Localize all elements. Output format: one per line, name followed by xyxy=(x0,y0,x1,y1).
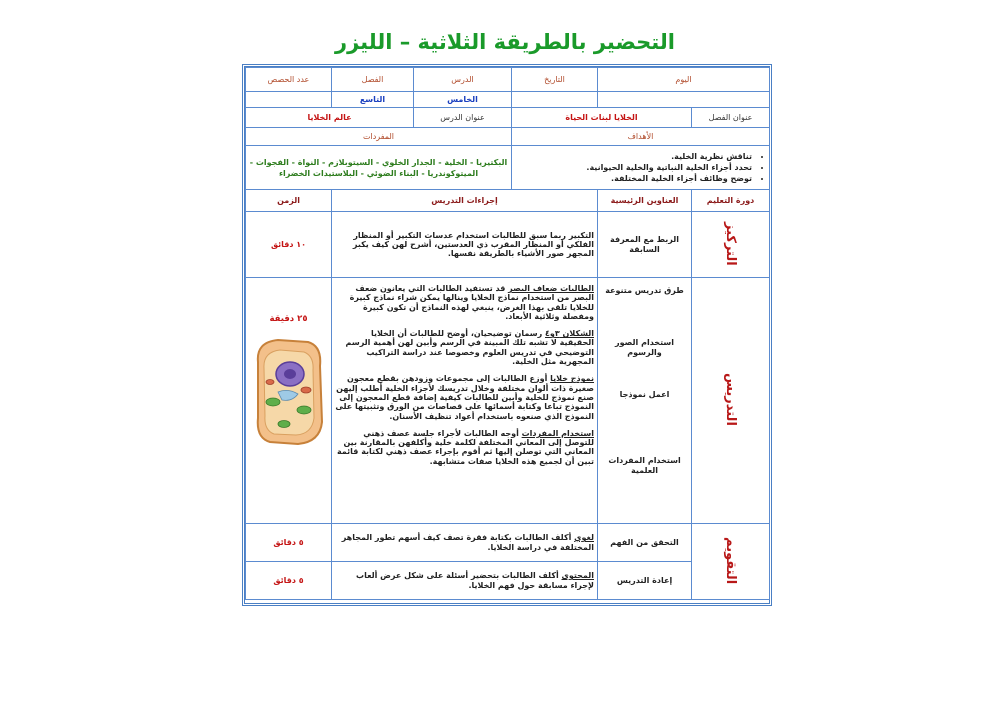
lesson-title-value: عالم الخلايا xyxy=(246,108,414,128)
lesson-value: الخامس xyxy=(414,92,512,108)
time-engage: ١٠ دقائق xyxy=(246,212,332,278)
element-images: استخدام الصور والرسوم xyxy=(615,338,674,357)
element-check-understanding: التحقق من الفهم xyxy=(598,524,692,562)
periods-label: عدد الحصص xyxy=(246,68,332,92)
elements-header: العناوين الرئيسية xyxy=(598,190,692,212)
chapter-title-value: الخلايا لبنات الحياة xyxy=(512,108,692,128)
time-and-image-teach xyxy=(246,278,332,524)
date-label: التاريخ xyxy=(512,68,598,92)
goals-list xyxy=(512,146,770,190)
procedures-header: إجراءات التدريس xyxy=(332,190,598,212)
cycle-header: دورة التعليم xyxy=(692,190,770,212)
chapter-title-label: عنوان الفصل xyxy=(692,108,770,128)
lesson-title-label: عنوان الدرس xyxy=(414,108,512,128)
element-vocab: استخدام المفردات العلمية xyxy=(608,456,681,475)
element-model: اعمل نموذجا xyxy=(619,390,670,399)
plant-cell-diagram xyxy=(248,332,328,452)
stage-teach: التدريس xyxy=(692,278,770,524)
time-header: الزمن xyxy=(246,190,332,212)
elements-teach xyxy=(598,278,692,524)
element-varied-methods: طرق تدريس متنوعة xyxy=(605,286,684,295)
element-reteach: إعادة التدريس xyxy=(598,562,692,600)
day-label: اليوم xyxy=(598,68,770,92)
date-value xyxy=(512,92,598,108)
time-teach: ٢٥ دقيقة xyxy=(269,314,308,324)
procedure-engage: التكبير ربما سبق للطالبات استخدام عدسات التكبير أو المنظار الفلكي أو المنظار المقرب ذي العدستين، أشرح لهن كيف يكبر المجهر صور الأشياء بالطريقة نفسها. xyxy=(332,212,598,278)
class-label: الفصل xyxy=(332,68,414,92)
lesson-label: الدرس xyxy=(414,68,512,92)
stage-assess: التقويم xyxy=(692,524,770,600)
vocab-text: البكتيريا - الخلية - الجدار الخلوي - السيتوبلازم - النواة - الفجوات - الميتوكوندريا - البناء الضوئي - البلاستيدات الخضراء xyxy=(246,146,512,190)
vocab-label: المفردات xyxy=(246,128,512,146)
periods-value xyxy=(246,92,332,108)
goals-label: الأهداف xyxy=(512,128,770,146)
lesson-plan-table xyxy=(245,67,770,600)
class-value: التاسع xyxy=(332,92,414,108)
time-assess-check: ٥ دقائق xyxy=(246,524,332,562)
goal-item: • توضح وظائف أجزاء الخلية المختلفة. xyxy=(515,173,752,184)
page-title: التحضير بالطريقة الثلاثية – الليزر xyxy=(335,30,675,54)
element-prior-knowledge: الربط مع المعرفة السابقة xyxy=(598,212,692,278)
procedure-reteach: المحتوى أكلف الطالبات بتحضير أسئلة على شكل عرض ألعاب لإجراء مسابقة حول فهم الخلايا. xyxy=(332,562,598,600)
goal-item: • تحدد أجزاء الخلية النباتية والخلية الحيوانية. xyxy=(515,162,752,173)
procedure-teach: الطالبات ضعاف البصر قد تستفيد الطالبات التي يعانون ضعف البصر من استخدام نماذج الخلايا وينالها يمكن شراء نماذج كبيرة للخلايا تلقى بهذا الغرض، ينبغي لهذه النماذج أن تكون كبيرة ومفصلة وثلاثية الأبعاد. الشكلان ٣و٤ رسمان توضيحيان، أوضح للطالبات أن الخلايا الحقيقية لا تشبه تلك المبينة في الرسم وأبين لهن أهمية الرسم التوضيحي في تدريس العلوم وخصوصا عند دراسة التراكيب المجهرية مثل الخلية. نموذج خلايا أوزع الطالبات إلى مجموعات وزودهن بقطع معجون صغيرة ذات ألوان مختلفة وخلال تدريسك لأجزاء الخلية أطلب إليهن صنع نموذج للخلية وأبين للطالبات كيفية إضافة قطع المعجون إلى النموذج تباعا وكتابة أسمائها على قصاصات من الورق وتثبيتها على النموذج الذي صنعوه باستخدام أعواد تنظيف الأسنان. استخدام المفردات أوجه الطالبات لأجراء جلسة عصف ذهني للتوصل إلى المعاني المختلفة لكلمة خلية وأكلفهن بالمقارنة بين المعاني التي توصلن إليها ثم أقوم بإجراء عصف ذهني لكتابة قائمة تبين أن لجميع هذه الخلايا صفات متشابهة. xyxy=(332,278,598,524)
day-value xyxy=(598,92,770,108)
lesson-plan-frame xyxy=(242,64,772,606)
goal-item: • تناقش نظرية الخلية. xyxy=(515,151,752,162)
stage-engage: التركيز xyxy=(692,212,770,278)
procedure-assess-check: لغوي أكلف الطالبات بكتابة فقرة تصف كيف أسهم تطور المجاهر المختلفة في دراسة الخلايا. xyxy=(332,524,598,562)
time-reteach: ٥ دقائق xyxy=(246,562,332,600)
